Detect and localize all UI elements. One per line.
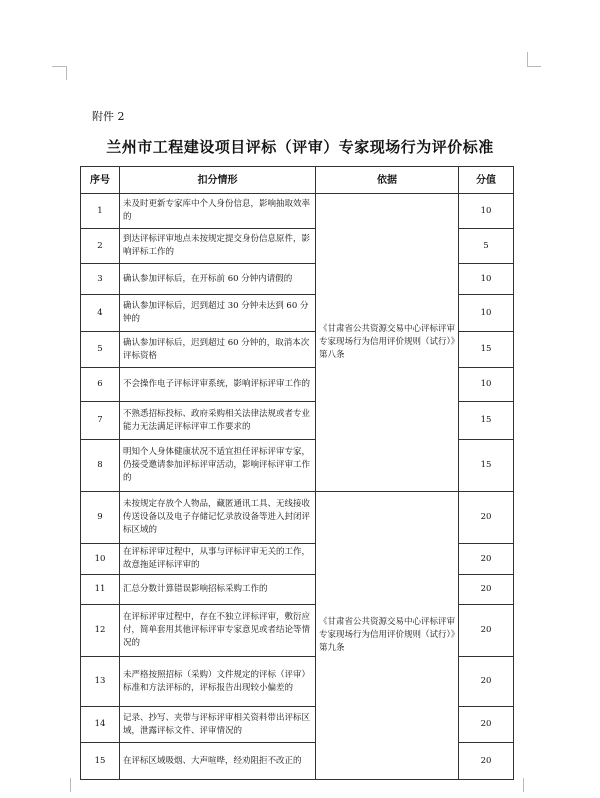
page-title: 兰州市工程建设项目评标（评审）专家现场行为评价标准 [106, 138, 494, 156]
row-no: 12 [81, 605, 120, 657]
row-score: 10 [459, 295, 514, 332]
row-score: 10 [459, 368, 514, 402]
row-score: 20 [459, 657, 514, 707]
crop-mark-top-right [527, 52, 528, 66]
row-desc: 明知个人身体健康状况不适宜担任评标评审专家，仍接受邀请参加评标评审活动，影响评标评审工作的 [120, 440, 316, 492]
row-desc: 汇总分数计算错误影响招标采购工作的 [120, 575, 316, 605]
row-score: 20 [459, 707, 514, 743]
row-score: 15 [459, 402, 514, 440]
row-no: 8 [81, 440, 120, 492]
evaluation-standard-table [80, 166, 514, 780]
attachment-label: 附件 2 [92, 110, 125, 123]
row-score: 10 [459, 264, 514, 295]
row-desc: 在评标评审过程中，从事与评标评审无关的工作，故意拖延评标评审的 [120, 544, 316, 575]
row-desc: 记录、抄写、夹带与评标评审相关资料带出评标区域，泄露评标文件、评审情况的 [120, 707, 316, 743]
crop-mark-top-left-h [52, 66, 66, 67]
row-score: 15 [459, 332, 514, 368]
row-no: 6 [81, 368, 120, 402]
row-desc: 不会操作电子评标评审系统，影响评标评审工作的 [120, 368, 316, 402]
header-no: 序号 [81, 167, 120, 194]
header-score: 分值 [459, 167, 514, 194]
row-desc: 确认参加评标后，迟到超过 60 分钟的，取消本次评标资格 [120, 332, 316, 368]
row-no: 7 [81, 402, 120, 440]
row-no: 11 [81, 575, 120, 605]
row-score: 20 [459, 605, 514, 657]
row-score: 5 [459, 229, 514, 264]
row-no: 4 [81, 295, 120, 332]
row-desc: 到达评标评审地点未按规定提交身份信息原件，影响评标工作的 [120, 229, 316, 264]
row-score: 20 [459, 743, 514, 780]
row-no: 5 [81, 332, 120, 368]
basis-article-9: 《甘肃省公共资源交易中心评标评审专家现场行为信用评价规则（试行）》第九条 [316, 492, 459, 780]
table-row [81, 194, 514, 229]
row-no: 15 [81, 743, 120, 780]
crop-mark-top-right-h [527, 66, 541, 67]
row-desc: 确认参加评标后，在开标前 60 分钟内请假的 [120, 264, 316, 295]
crop-mark-top-left [66, 66, 67, 80]
row-desc: 不熟悉招标投标、政府采购相关法律法规或者专业能力无法满足评标评审工作要求的 [120, 402, 316, 440]
row-score: 20 [459, 575, 514, 605]
row-no: 3 [81, 264, 120, 295]
row-no: 2 [81, 229, 120, 264]
header-basis: 依据 [316, 167, 459, 194]
header-deduction: 扣分情形 [120, 167, 316, 194]
basis-article-8: 《甘肃省公共资源交易中心评标评审专家现场行为信用评价规则（试行）》第八条 [316, 194, 459, 492]
crop-mark-bottom-right [523, 778, 524, 792]
row-no: 9 [81, 492, 120, 544]
row-desc: 确认参加评标后，迟到超过 30 分钟未达到 60 分钟的 [120, 295, 316, 332]
row-desc: 在评标区域吸烟、大声喧哗，经劝阻拒不改正的 [120, 743, 316, 780]
table-header-row [81, 167, 514, 194]
row-desc: 未及时更新专家库中个人身份信息，影响抽取效率的 [120, 194, 316, 229]
row-score: 20 [459, 544, 514, 575]
row-desc: 未按规定存放个人物品，藏匿通讯工具、无线接收传送设备以及电子存储记忆录放设备等进入封闭评标区域的 [120, 492, 316, 544]
row-desc: 在评标评审过程中，存在不独立评标评审，敷衍应付，简单套用其他评标评审专家意见或者结论等情况的 [120, 605, 316, 657]
row-no: 13 [81, 657, 120, 707]
row-score: 10 [459, 194, 514, 229]
crop-mark-bottom-left [70, 778, 71, 792]
row-score: 20 [459, 492, 514, 544]
row-no: 10 [81, 544, 120, 575]
row-score: 15 [459, 440, 514, 492]
row-no: 1 [81, 194, 120, 229]
row-no: 14 [81, 707, 120, 743]
row-desc: 未严格按照招标（采购）文件规定的评标（评审）标准和方法评标的，评标报告出现较小偏差的 [120, 657, 316, 707]
table-row [81, 492, 514, 544]
